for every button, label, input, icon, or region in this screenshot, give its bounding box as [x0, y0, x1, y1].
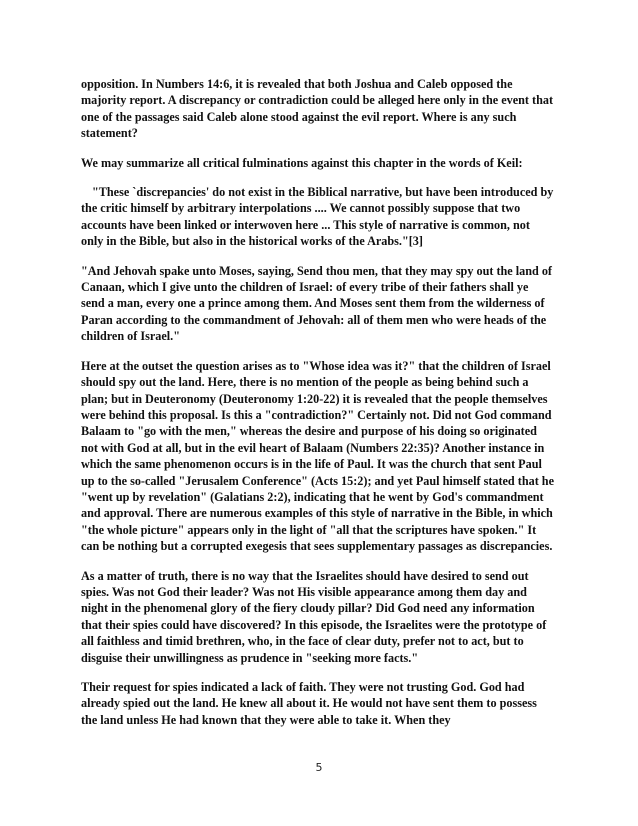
- page-body: [81, 76, 555, 741]
- paragraph-6: As a matter of truth, there is no way that the Israelites should have desired to send out spies. Was not God their leader? Was not His visible appearance among them day and night in the phenomenal glory of the fiery cloudy pillar? Did God need any information that their spies could have discovered? In this episode, the Israelites were the prototype of all faithless and timid brethren, who, in the face of clear duty, prefer not to act, but to disguise their unwillingness as prudence in "seeking more facts.": [81, 568, 547, 665]
- paragraph-2: We may summarize all critical fulminations against this chapter in the words of Keil:: [81, 155, 523, 170]
- paragraph-5: Here at the outset the question arises as to "Whose idea was it?" that the children of Israel should spy out the land. Here, there is no mention of the people as being behind such a plan; but in Deuteronomy (Deuteronomy 1:20-22) it is revealed that the people themselves were behind this proposal. Is this a "contradiction?" Certainly not. Did not God command Balaam to "go with the men," whereas the desire and purpose of his doing so originated not with God at all, but in the evil heart of Balaam (Numbers 22:35)? Another instance in which the same phenomenon occurs is in the life of Paul. It was the church that sent Paul up to the so-called "Jerusalem Conference" (Acts 15:2); and yet Paul himself stated that he "went up by revelation" (Galatians 2:2), indicating that he went by God's commandment and approval. There are numerous examples of this style of narrative in the Bible, in which "the whole picture" appears only in the light of "all that the scriptures have spoken." It can be nothing but a corrupted exegesis that sees supplementary passages as discrepancies.: [81, 358, 554, 554]
- paragraph-7: Their request for spies indicated a lack of faith. They were not trusting God. God had already spied out the land. He knew all about it. He would not have sent them to possess the land unless He had known that they were able to take it. When they: [81, 680, 537, 727]
- paragraph-1: opposition. In Numbers 14:6, it is revealed that both Joshua and Caleb opposed the majority report. A discrepancy or contradiction could be alleged here only in the event that one of the passages said Caleb alone stood against the evil report. Where is any such statement?: [81, 77, 554, 141]
- block-quote: "These `discrepancies' do not exist in the Biblical narrative, but have been introduced by the critic himself by arbitrary interpolations .... We cannot possibly suppose that two accounts have been linked or interwoven here ... This style of narrative is common, not only in the Bible, but also in the historical works of the Arabs."[3]: [81, 185, 554, 249]
- page-number: 5: [315, 761, 323, 774]
- paragraph-scripture: "And Jehovah spake unto Moses, saying, Send thou men, that they may spy out the land of Canaan, which I give unto the children of Israel: of every tribe of their fathers shall ye send a man, every one a prince among them. And Moses sent them from the wilderness of Paran according to the commandment of Jehovah: all of them men who were heads of the children of Israel.": [81, 263, 552, 344]
